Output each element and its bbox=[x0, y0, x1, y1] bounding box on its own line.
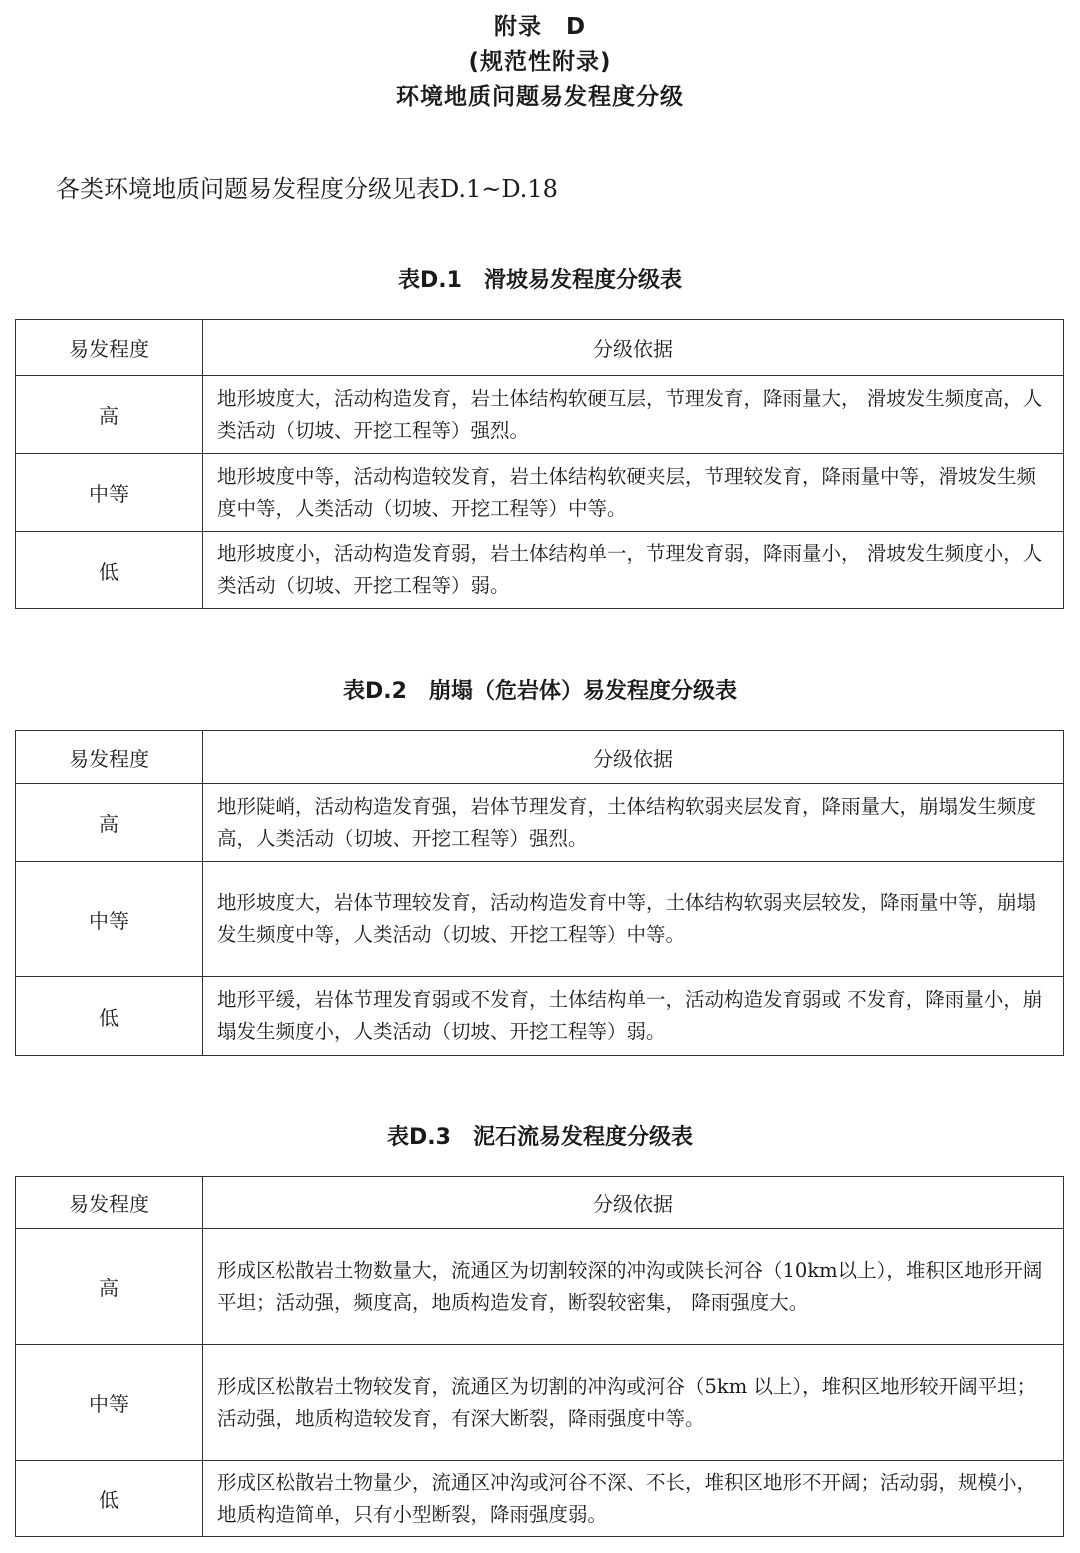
level-cell: 高 bbox=[16, 784, 203, 862]
table-row bbox=[16, 784, 1064, 862]
level-cell: 低 bbox=[16, 977, 203, 1056]
table-header-row bbox=[16, 320, 1064, 376]
table-header-row bbox=[16, 1177, 1064, 1229]
table-d2-collapse bbox=[15, 730, 1064, 1056]
table-row bbox=[16, 454, 1064, 532]
appendix-title: 环境地质问题易发程度分级 bbox=[396, 84, 684, 110]
column-header-basis: 分级依据 bbox=[203, 731, 1064, 784]
basis-cell: 地形坡度小，活动构造发育弱，岩土体结构单一，节理发育弱，降雨量小， 滑坡发生频度小，人类活动（切坡、开挖工程等）弱。 bbox=[203, 532, 1064, 609]
column-header-basis: 分级依据 bbox=[203, 320, 1064, 376]
table-caption-d3: 表D.3 泥石流易发程度分级表 bbox=[387, 1125, 693, 1150]
level-cell: 中等 bbox=[16, 862, 203, 977]
level-cell: 中等 bbox=[16, 1345, 203, 1461]
basis-cell: 地形坡度中等，活动构造较发育，岩土体结构软硬夹层，节理较发育，降雨量中等，滑坡发生频度中等，人类活动（切坡、开挖工程等）中等。 bbox=[203, 454, 1064, 532]
table-header-row bbox=[16, 731, 1064, 784]
column-header-level: 易发程度 bbox=[16, 731, 203, 784]
table-row bbox=[16, 862, 1064, 977]
column-header-basis: 分级依据 bbox=[203, 1177, 1064, 1229]
basis-cell: 地形坡度大，活动构造发育，岩土体结构软硬互层，节理发育，降雨量大， 滑坡发生频度高，人类活动（切坡、开挖工程等）强烈。 bbox=[203, 376, 1064, 454]
column-header-level: 易发程度 bbox=[16, 320, 203, 376]
level-cell: 低 bbox=[16, 1461, 203, 1537]
level-cell: 低 bbox=[16, 532, 203, 609]
level-cell: 高 bbox=[16, 376, 203, 454]
table-row bbox=[16, 1229, 1064, 1345]
table-row bbox=[16, 1345, 1064, 1461]
basis-cell: 形成区松散岩土物较发育，流通区为切割的冲沟或河谷（5km 以上），堆积区地形较开阔平坦；活动强，地质构造较发育，有深大断裂，降雨强度中等。 bbox=[203, 1345, 1064, 1461]
appendix-label: 附录 D bbox=[493, 14, 587, 40]
table-row bbox=[16, 376, 1064, 454]
basis-cell: 地形平缓，岩体节理发育弱或不发育，土体结构单一，活动构造发育弱或 不发育，降雨量小，崩塌发生频度小，人类活动（切坡、开挖工程等）弱。 bbox=[203, 977, 1064, 1056]
basis-cell: 形成区松散岩土物量少，流通区冲沟或河谷不深、不长，堆积区地形不开阔；活动弱，规模小，地质构造简单，只有小型断裂，降雨强度弱。 bbox=[203, 1461, 1064, 1537]
table-d1-landslide bbox=[15, 319, 1064, 609]
basis-cell: 地形坡度大，岩体节理较发育，活动构造发育中等，土体结构软弱夹层较发，降雨量中等，崩塌发生频度中等，人类活动（切坡、开挖工程等）中等。 bbox=[203, 862, 1064, 977]
table-row bbox=[16, 532, 1064, 609]
table-caption-d2: 表D.2 崩塌（危岩体）易发程度分级表 bbox=[343, 679, 737, 704]
basis-cell: 形成区松散岩土物数量大，流通区为切割较深的冲沟或陕长河谷（10km以上），堆积区地形开阔平坦；活动强，频度高，地质构造发育，断裂较密集， 降雨强度大。 bbox=[203, 1229, 1064, 1345]
appendix-type-note: (规范性附录) bbox=[468, 49, 612, 75]
table-caption-d1: 表D.1 滑坡易发程度分级表 bbox=[398, 268, 682, 293]
basis-cell: 地形陡峭，活动构造发育强，岩体节理发育，土体结构软弱夹层发育，降雨量大，崩塌发生频度高，人类活动（切坡、开挖工程等）强烈。 bbox=[203, 784, 1064, 862]
table-d3-debris-flow bbox=[15, 1176, 1064, 1537]
table-row bbox=[16, 977, 1064, 1056]
table-row bbox=[16, 1461, 1064, 1537]
level-cell: 中等 bbox=[16, 454, 203, 532]
column-header-level: 易发程度 bbox=[16, 1177, 203, 1229]
level-cell: 高 bbox=[16, 1229, 203, 1345]
intro-paragraph: 各类环境地质问题易发程度分级见表D.1~D.18 bbox=[56, 175, 558, 203]
